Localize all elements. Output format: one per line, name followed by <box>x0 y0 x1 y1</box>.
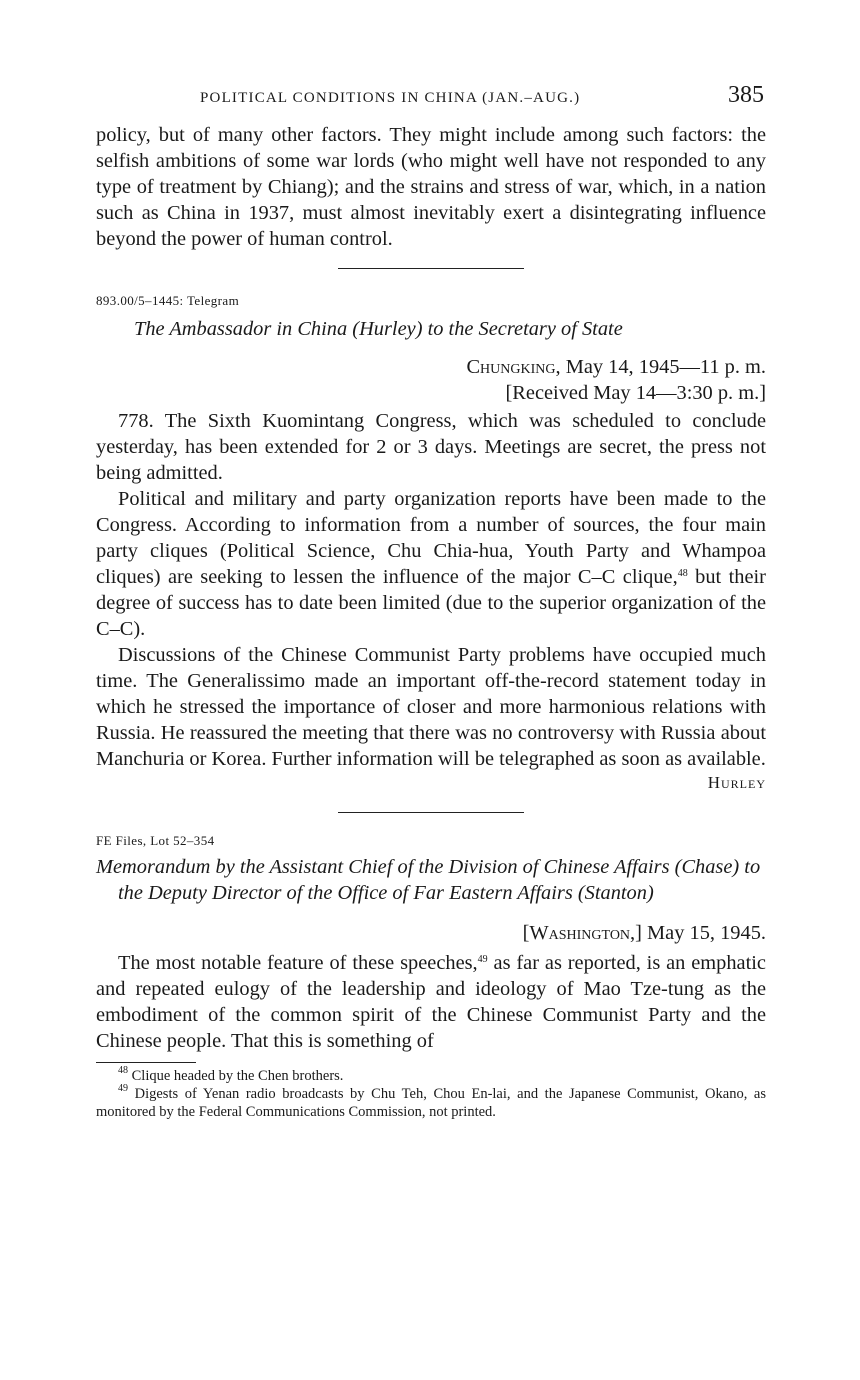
page-number: 385 <box>728 82 764 108</box>
dateline <box>96 920 766 946</box>
dateline-place: Chungking, <box>466 356 561 378</box>
telegram-section <box>96 293 766 794</box>
footnote-rule <box>96 1062 196 1063</box>
section-divider <box>338 268 524 269</box>
dateline <box>96 354 766 380</box>
document-page <box>96 80 766 1121</box>
paragraph-text: as far as reported, is an emphatic and repeated eulogy of the leadership and ideology of Mao Tze-tung as the embodiment of the common spirit of the Chinese Communist Party and the Chinese people. That this is something of <box>96 952 766 1052</box>
footnotes <box>96 1067 766 1121</box>
file-reference: FE Files, Lot 52–354 <box>96 833 215 848</box>
signature: Hurley <box>707 773 766 792</box>
paragraph-text: The most notable feature of these speeches, <box>118 952 478 974</box>
intro-paragraph: policy, but of many other factors. They might include among such factors: the selfish ambitions of some war lords (who might well have not responded to any type of treatment by Chiang); and the strains and stress of war, which, in a nation such as China in 1937, must almost inevitably exert a disintegrating influence beyond the power of human control. <box>96 124 766 250</box>
footnote-number: 49 <box>118 1083 128 1094</box>
received-line: [Received May 14—3:30 p. m.] <box>505 382 766 404</box>
dateline-place: [Washington,] <box>522 922 642 944</box>
document-title: The Ambassador in China (Hurley) to the Secretary of State <box>134 318 623 340</box>
dateline-date: May 14, 1945—11 p. m. <box>565 356 766 378</box>
body-paragraph <box>96 486 766 642</box>
body-paragraph: Discussions of the Chinese Communist Party problems have occupied much time. The Generalissimo made an important off-the-record statement today in which he stressed the importance of closer and more harmonious relations with Russia. He reassured the meeting that there was no controversy with Russia about Manchuria or Korea. Further information will be telegraphed as soon as available. <box>96 644 766 770</box>
file-reference: 893.00/5–1445: Telegram <box>96 293 240 308</box>
footnote-text: Digests of Yenan radio broadcasts by Chu Teh, Chou En-lai, and the Japanese Communist, Okano, as monitored by the Federal Communications Commission, not printed. <box>96 1086 766 1120</box>
footnote <box>96 1067 766 1085</box>
footnote <box>96 1085 766 1121</box>
body-paragraph: 778. The Sixth Kuomintang Congress, which was scheduled to conclude yesterday, has been extended for 2 or 3 days. Meetings are secret, the press not being admitted. <box>96 410 766 484</box>
footnote-number: 48 <box>118 1065 128 1076</box>
dateline-date: May 15, 1945. <box>647 922 766 944</box>
footnote-marker: 48 <box>677 568 688 579</box>
section-divider <box>338 812 524 813</box>
body-paragraph <box>96 950 766 1054</box>
footnote-text: Clique headed by the Chen brothers. <box>131 1068 344 1084</box>
running-head <box>96 80 766 114</box>
paragraph-text: Political and military and party organization reports have been made to the Congress. According to information from a number of sources, the four main party cliques (Political Science, Chu Chia-hua, Youth Party and Whampoa cliques) are seeking to lessen the influence of the major C–C clique, <box>96 488 766 588</box>
footnote-marker: 49 <box>477 954 488 965</box>
paragraph-text: but their degree of success has to date been limited (due to the superior organization of the C–C). <box>96 566 766 640</box>
memorandum-section <box>96 833 766 1054</box>
running-title: POLITICAL CONDITIONS IN CHINA (JAN.–AUG.) <box>200 90 581 106</box>
document-title: Memorandum by the Assistant Chief of the Division of Chinese Affairs (Chase) to the Deputy Director of the Office of Far Eastern Affairs (Stanton) <box>96 856 761 904</box>
